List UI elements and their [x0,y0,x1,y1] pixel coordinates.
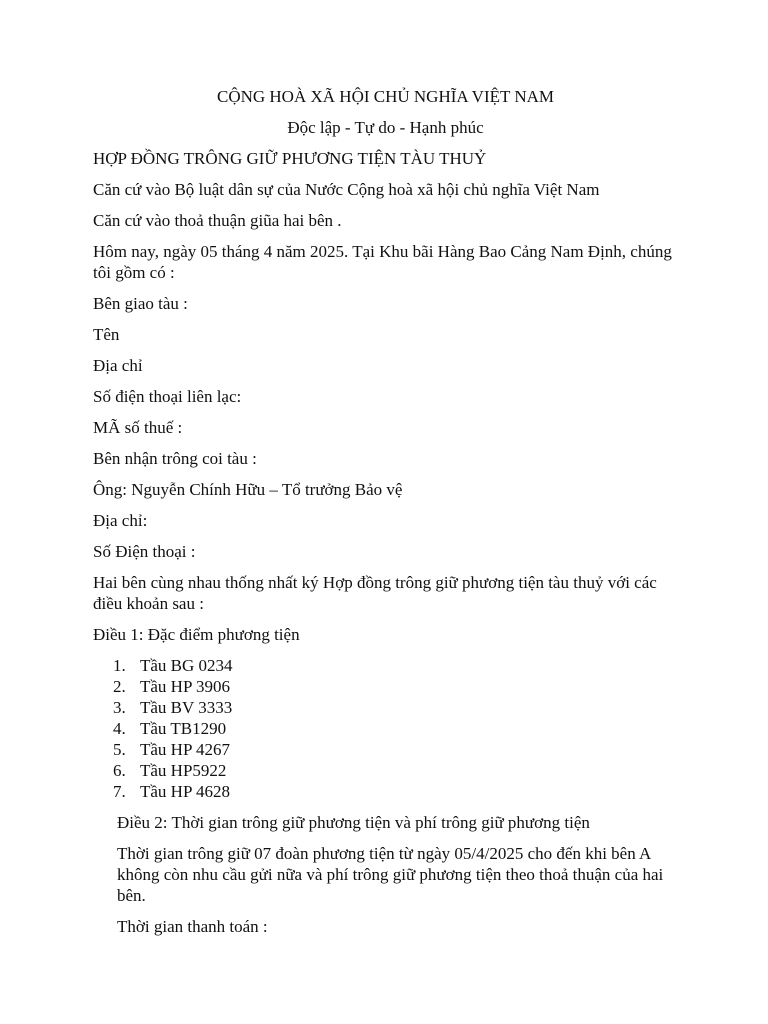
national-motto: Độc lập - Tự do - Hạnh phúc [287,118,484,137]
list-item [113,781,678,802]
list-item [113,718,678,739]
list-item-number: 1. [113,656,126,675]
party-b-representative: Ông: Nguyễn Chính Hữu – Tổ trưởng Bảo vệ [93,480,403,499]
list-item-vehicle: Tầu HP 3906 [140,677,231,696]
list-item-vehicle: Tầu TB1290 [140,719,227,738]
list-item-number: 5. [113,740,126,759]
vehicle-list [93,655,678,802]
party-a-phone-label: Số điện thoại liên lạc: [93,387,242,406]
list-item-number: 3. [113,698,126,717]
party-a-name-label: Tên [93,325,120,344]
party-b-heading: Bên nhận trông coi tàu : [93,449,257,468]
party-b-address-label: Địa chỉ: [93,511,148,530]
list-item [113,655,678,676]
basis-civil-code: Căn cứ vào Bộ luật dân sự của Nước Cộng hoà xã hội chủ nghĩa Việt Nam [93,180,600,199]
intro-paragraph: Hôm nay, ngày 05 tháng 4 năm 2025. Tại Khu bãi Hàng Bao Cảng Nam Định, chúng tôi gồm có : [93,242,672,282]
party-b-phone-label: Số Điện thoại : [93,542,196,561]
list-item-vehicle: Tầu BV 3333 [140,698,233,717]
article-2-body: Thời gian trông giữ 07 đoàn phương tiện từ ngày 05/4/2025 cho đến khi bên A không còn nhu cầu gửi nữa và phí trông giữ phương tiện theo thoả thuận của hai bên. [117,844,664,905]
list-item-number: 6. [113,761,126,780]
party-a-address-label: Địa chỉ [93,356,143,375]
party-a-heading: Bên giao tàu : [93,294,188,313]
list-item-number: 2. [113,677,126,696]
contract-title: HỢP ĐỒNG TRÔNG GIỮ PHƯƠNG TIỆN TÀU THUỶ [93,149,487,168]
list-item-number: 7. [113,782,126,801]
list-item [113,739,678,760]
list-item [113,760,678,781]
list-item-vehicle: Tầu HP 4628 [140,782,231,801]
article-2-title: Điều 2: Thời gian trông giữ phương tiện và phí trông giữ phương tiện [117,813,590,832]
article-2-payment-label: Thời gian thanh toán : [117,917,268,936]
party-a-tax-label: MÃ số thuế : [93,418,183,437]
national-title: CỘNG HOÀ XÃ HỘI CHỦ NGHĨA VIỆT NAM [216,87,554,106]
list-item [113,697,678,718]
basis-agreement: Căn cứ vào thoả thuận giũa hai bên . [93,211,342,230]
agreement-paragraph: Hai bên cùng nhau thống nhất ký Hợp đồng trông giữ phương tiện tàu thuỷ với các điều khoản sau : [93,573,657,613]
document-body [93,86,678,947]
list-item-number: 4. [113,719,126,738]
list-item-vehicle: Tầu HP5922 [140,761,227,780]
article-1-title: Điều 1: Đặc điểm phương tiện [93,625,300,644]
list-item-vehicle: Tầu BG 0234 [140,656,233,675]
list-item-vehicle: Tầu HP 4267 [140,740,231,759]
list-item [113,676,678,697]
